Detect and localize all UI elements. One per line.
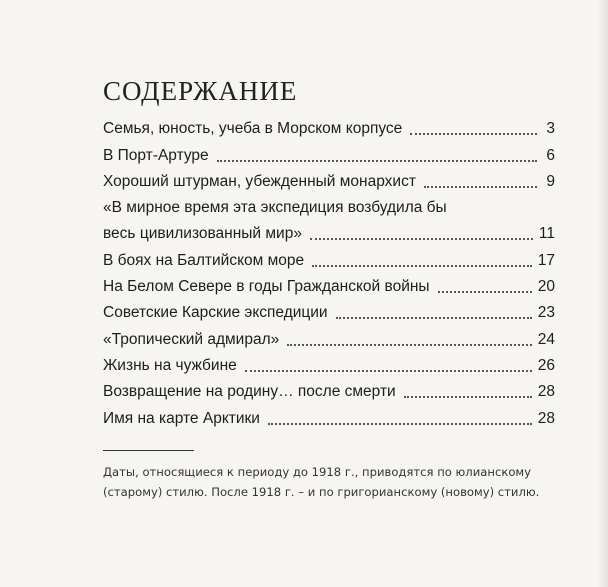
- toc-entry-page: 20: [537, 278, 555, 296]
- dot-leader: [410, 133, 537, 135]
- toc-entry-title: В боях на Балтийском море: [103, 251, 305, 269]
- dot-leader: [438, 291, 532, 293]
- toc-entry-title: Хороший штурман, убежденный монархист: [103, 172, 416, 190]
- toc-entry-title: «Тропический адмирал»: [103, 330, 280, 348]
- table-of-contents: [103, 112, 555, 428]
- dot-leader: [336, 317, 532, 319]
- footnote: [103, 462, 563, 502]
- toc-entry-page: 26: [537, 356, 555, 374]
- footnote-separator: [103, 450, 194, 451]
- toc-entry-page: 3: [546, 120, 555, 138]
- toc-entry-page: 6: [546, 146, 555, 164]
- dot-leader: [217, 160, 537, 162]
- toc-entry[interactable]: [103, 243, 555, 269]
- dot-leader: [404, 396, 532, 398]
- dot-leader: [268, 423, 532, 425]
- dot-leader: [287, 344, 532, 346]
- toc-entry[interactable]: [103, 375, 555, 401]
- footnote-line: Даты, относящиеся к периоду до 1918 г., приводятся по юлианскому: [103, 465, 532, 479]
- dot-leader: [245, 370, 532, 372]
- toc-entry[interactable]: [103, 138, 555, 164]
- toc-entry[interactable]: [103, 296, 555, 322]
- dot-leader: [312, 265, 532, 267]
- toc-entry-page: 24: [537, 330, 555, 348]
- toc-entry[interactable]: [103, 165, 555, 191]
- toc-entry-page: 11: [538, 225, 555, 243]
- toc-entry-page: 9: [546, 172, 555, 190]
- toc-entry[interactable]: [103, 112, 555, 138]
- dot-leader: [310, 238, 533, 240]
- toc-entry-title: Имя на карте Арктики: [103, 409, 260, 427]
- toc-entry-title: Советские Карские экспедиции: [103, 304, 328, 322]
- toc-entry-title: весь цивилизованный мир»: [103, 225, 302, 243]
- contents-heading: СОДЕРЖАНИЕ: [103, 76, 298, 107]
- toc-entry-page: 17: [537, 251, 555, 269]
- toc-entry[interactable]: [103, 322, 555, 348]
- toc-entry-title: Возвращение на родину… после смерти: [103, 383, 396, 401]
- toc-entry[interactable]: [103, 217, 555, 243]
- toc-entry-page: 28: [537, 409, 555, 427]
- toc-entry-first-line[interactable]: [103, 191, 555, 217]
- toc-entry[interactable]: [103, 349, 555, 375]
- footnote-line: (старому) стилю. После 1918 г. – и по григорианскому (новому) стилю.: [103, 485, 540, 499]
- page-edge-shadow: [598, 0, 608, 587]
- toc-entry[interactable]: [103, 270, 555, 296]
- toc-entry-page: 23: [537, 304, 555, 322]
- toc-entry-title: В Порт-Артуре: [103, 146, 209, 164]
- toc-entry-title-line1: «В мирное время эта экспедиция возбудила бы: [103, 199, 447, 217]
- toc-entry-title: На Белом Севере в годы Гражданской войны: [103, 278, 430, 296]
- dot-leader: [424, 186, 537, 188]
- toc-entry-title: Семья, юность, учеба в Морском корпусе: [103, 120, 403, 138]
- toc-entry-page: 28: [537, 383, 555, 401]
- toc-entry[interactable]: [103, 401, 555, 427]
- toc-entry-title: Жизнь на чужбине: [103, 356, 237, 374]
